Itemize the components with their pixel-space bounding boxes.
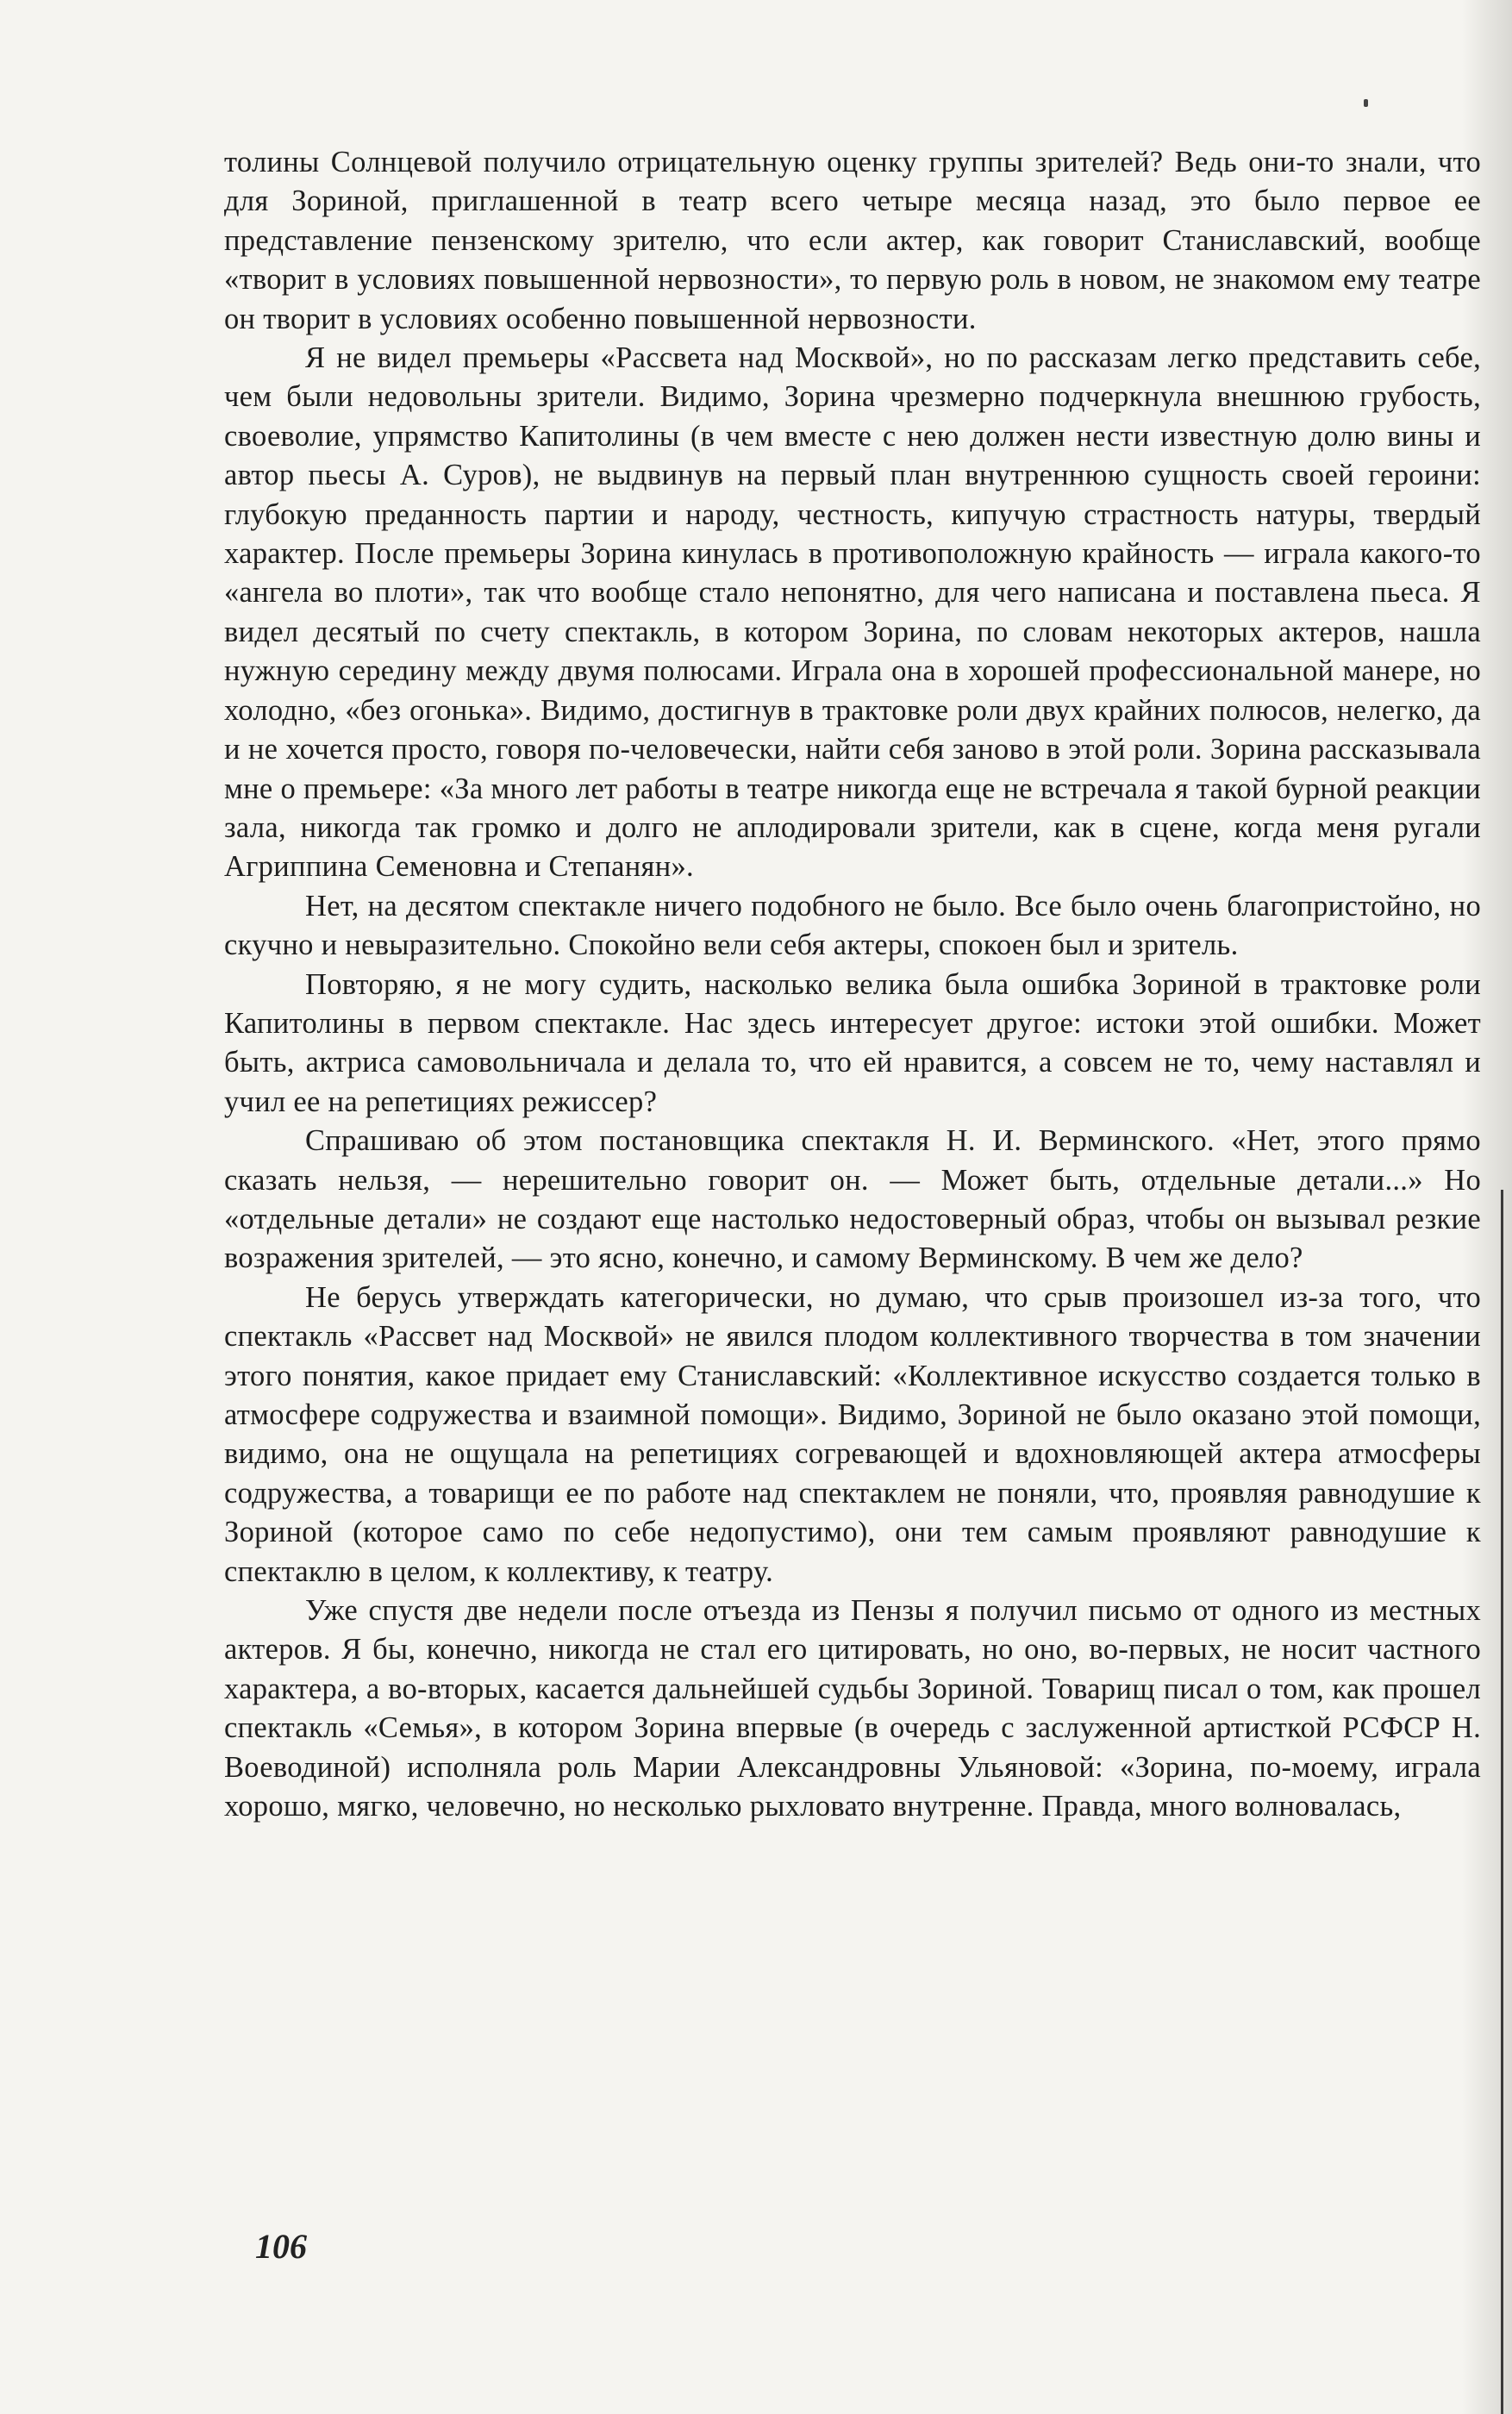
paragraph-letter: Уже спустя две недели после отъезда из Пензы я получил письмо от одного из местных актеров. Я бы, конечно, никогда не стал его цитировать, но оно, во-первых, не носит частного характера, а во-вторых, касается дальнейшей судьбы Зориной. Товарищ писал о том, как прошел спектакль «Семья», в котором Зорина впервые (в очередь с заслуженной артисткой РСФСР Н. Воеводиной) исполняла роль Марии Александровны Ульяновой: «Зорина, по-моему, играла хорошо, мягко, человечно, но несколько рыхловато внутренне. Правда, много волновалась, bbox=[224, 1594, 1481, 1823]
page-edge-line bbox=[1501, 1190, 1503, 2414]
paragraph-premiere: Я не видел премьеры «Рассвета над Москвой», но по рассказам легко представить себе, чем были недовольны зрители. Видимо, Зорина чрезмерно подчеркнула внешнюю грубость, своеволие, упрямство Капитолины (в чем вместе с нею должен нести известную долю вины и автор пьесы А. Суров), не выдвинув на первый план внутреннюю сущность своей героини: глубокую преданность партии и народу, честность, кипучую страстность натуры, твердый характер. После премьеры Зорина кинулась в противоположную крайность — играла какого-то «ангела во плоти», так что вообще стало непонятно, для чего написана и поставлена пьеса. Я видел десятый по счету спектакль, в котором Зорина, по словам некоторых актеров, нашла нужную середину между двумя полюсами. Играла она в хорошей профессиональной манере, но холодно, «без огонька». Видимо, достигнув в трактовке роли двух крайних полюсов, нелегко, да и не хочется просто, говоря по-человечески, найти себя заново в этой роли. Зорина рассказывала мне о премьере: «За много лет работы в театре никогда еще не встречала я такой бурной реакции зала, никогда так громко и долго не аплодировали зрители, как в сцене, когда меня ругали Агриппина Семеновна и Степанян». bbox=[224, 341, 1481, 884]
print-speck bbox=[1364, 99, 1368, 107]
body-text bbox=[224, 143, 1481, 1826]
paragraph-tenth-show: Нет, на десятом спектакле ничего подобного не было. Все было очень благопристойно, но скучно и невыразительно. Спокойно вели себя актеры, спокоен был и зритель. bbox=[224, 889, 1481, 962]
paragraph-director: Спрашиваю об этом постановщика спектакля Н. И. Верминского. «Нет, этого прямо сказать нельзя, — нерешительно говорит он. — Может быть, отдельные детали...» Но «отдельные детали» не создают еще настолько недостоверный образ, чтобы он вызывал резкие возражения зрителей, — это ясно, конечно, и самому Верминскому. В чем же дело? bbox=[224, 1124, 1481, 1275]
page-number: 106 bbox=[255, 2227, 307, 2266]
paragraph-continuation: толины Солнцевой получило отрицательную оценку группы зрителей? Ведь они-то знали, что для Зориной, приглашенной в театр всего четыре месяца назад, это было первое ее представление пензенскому зрителю, что если актер, как говорит Станиславский, вообще «творит в условиях повышенной нервозности», то первую роль в новом, не знакомом ему театре он творит в условиях особенно повышенной нервозности. bbox=[224, 146, 1481, 335]
paragraph-mistake: Повторяю, я не могу судить, насколько велика была ошибка Зориной в трактовке роли Капитолины в первом спектакле. Нас здесь интересует другое: истоки этой ошибки. Может быть, актриса самовольничала и делала то, что ей нравится, а совсем не то, чему наставлял и учил ее на репетициях режиссер? bbox=[224, 967, 1481, 1118]
paragraph-collective: Не берусь утверждать категорически, но думаю, что срыв произошел из-за того, что спектакль «Рассвет над Москвой» не явился плодом коллективного творчества в том значении этого понятия, какое придает ему Станиславский: «Коллективное искусство создается только в атмосфере содружества и взаимной помощи». Видимо, Зориной не было оказано этой помощи, видимо, она не ощущала на репетициях согревающей и вдохновляющей актера атмосферы содружества, а товарищи ее по работе над спектаклем не поняли, что, проявляя равнодушие к Зориной (которое само по себе недопустимо), они тем самым проявляют равнодушие к спектаклю в целом, к коллективу, к театру. bbox=[224, 1280, 1481, 1588]
